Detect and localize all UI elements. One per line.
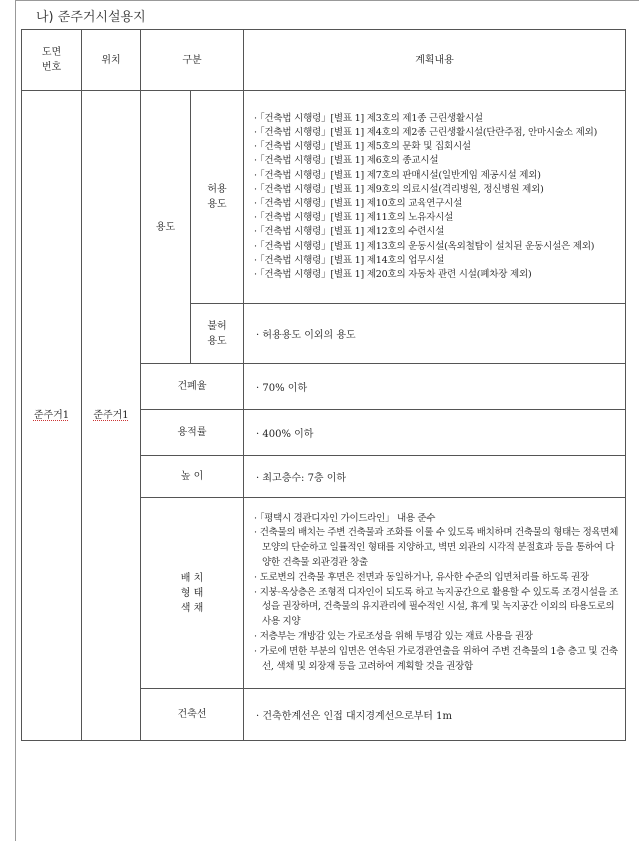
- list-item: · 「건축법 시행령」[별표 1] 제7호의 판매시설(일반게임 제공시설 제외): [254, 169, 619, 183]
- use-label: 용도: [141, 91, 191, 364]
- cell-location: [82, 91, 141, 741]
- allowed-use-list: [244, 112, 625, 282]
- list-item: · 「건축법 시행령」[별표 1] 제11호의 노유자시설: [254, 211, 619, 225]
- page-margin-line-vertical: [15, 0, 16, 841]
- table-row-allowed-use: [22, 91, 626, 304]
- list-item: · 「건축법 시행령」[별표 1] 제3호의 제1종 근린생활시설: [254, 112, 619, 126]
- list-item: · 저층부는 개방감 있는 가로조성을 위해 투명감 있는 재료 사용을 권장: [254, 630, 619, 645]
- header-plan: 계획내용: [244, 30, 626, 91]
- list-item: · 「건축법 시행령」[별표 1] 제5호의 문화 및 집회시설: [254, 140, 619, 154]
- location-value: 준주거1: [93, 410, 129, 421]
- list-item: · 「건축법 시행령」[별표 1] 제10호의 교육연구시설: [254, 197, 619, 211]
- design-list: [244, 512, 625, 675]
- far-text: · 400% 이하: [244, 410, 626, 456]
- prohibited-use-label: 불허 용도: [191, 304, 244, 364]
- cell-drawing-no: [22, 91, 82, 741]
- list-item: · 「건축법 시행령」[별표 1] 제9호의 의료시설(격리병원, 정신병원 제외): [254, 183, 619, 197]
- list-item: · 「건축법 시행령」[별표 1] 제6호의 종교시설: [254, 154, 619, 168]
- far-label: 용적률: [141, 410, 244, 456]
- list-item: · 건축물의 배치는 주변 건축물과 조화를 이룰 수 있도록 배치하며 건축물의 형태는 정육면체 모양의 단순하고 일률적인 형태를 지양하고, 벽면 외관의 시각적 분절효과 등을 통하여 다양한 건축물 외관경관 창출: [254, 526, 619, 570]
- list-item: · 「건축법 시행령」[별표 1] 제20호의 자동차 관련 시설(폐차장 제외): [254, 268, 619, 282]
- table-header-row: [22, 30, 626, 91]
- design-content: [244, 498, 626, 689]
- prohibited-use-text: · 허용용도 이외의 용도: [244, 304, 626, 364]
- height-label: 높 이: [141, 456, 244, 498]
- list-item: · 도로변의 건축물 후면은 전면과 동일하거나, 유사한 수준의 입면처리를 하도록 권장: [254, 571, 619, 586]
- page-margin-line-horizontal: [15, 0, 639, 1]
- plan-table: [21, 29, 626, 741]
- list-item: · 「평택시 경관디자인 가이드라인」 내용 준수: [254, 512, 619, 527]
- setback-text: · 건축한계선은 인접 대지경계선으로부터 1m: [244, 689, 626, 741]
- list-item: · 가로에 면한 부분의 입면은 연속된 가로경관연출을 위하여 주변 건축물의 1층 층고 및 건축선, 색채 및 외장재 등을 고려하여 계획할 것을 권장함: [254, 645, 619, 675]
- height-text: · 최고층수: 7층 이하: [244, 456, 626, 498]
- setback-label: 건축선: [141, 689, 244, 741]
- list-item: · 「건축법 시행령」[별표 1] 제14호의 업무시설: [254, 254, 619, 268]
- section-heading: 나) 준주거시설용지: [36, 10, 146, 25]
- header-drawing-no: 도면 번호: [22, 30, 82, 91]
- list-item: · 지붕·옥상층은 조형적 디자인이 되도록 하고 녹지공간으로 활용할 수 있도록 조경시설을 조성을 권장하며, 건축물의 유지관리에 필수적인 시설, 휴게 및 녹지공간 이외의 타용도로의 사용 지양: [254, 586, 619, 630]
- list-item: · 「건축법 시행령」[별표 1] 제13호의 운동시설(옥외철탑이 설치된 운동시설은 제외): [254, 240, 619, 254]
- drawing-no-value: 준주거1: [33, 410, 70, 421]
- coverage-text: · 70% 이하: [244, 364, 626, 410]
- header-location: 위치: [82, 30, 141, 91]
- list-item: · 「건축법 시행령」[별표 1] 제4호의 제2종 근린생활시설(단란주점, 안마시술소 제외): [254, 126, 619, 140]
- list-item: · 「건축법 시행령」[별표 1] 제12호의 수련시설: [254, 225, 619, 239]
- design-label: 배 치 형 태 색 채: [141, 498, 244, 689]
- header-category: 구분: [141, 30, 244, 91]
- allowed-use-label: 허용 용도: [191, 91, 244, 304]
- allowed-use-content: [244, 91, 626, 304]
- coverage-label: 건폐율: [141, 364, 244, 410]
